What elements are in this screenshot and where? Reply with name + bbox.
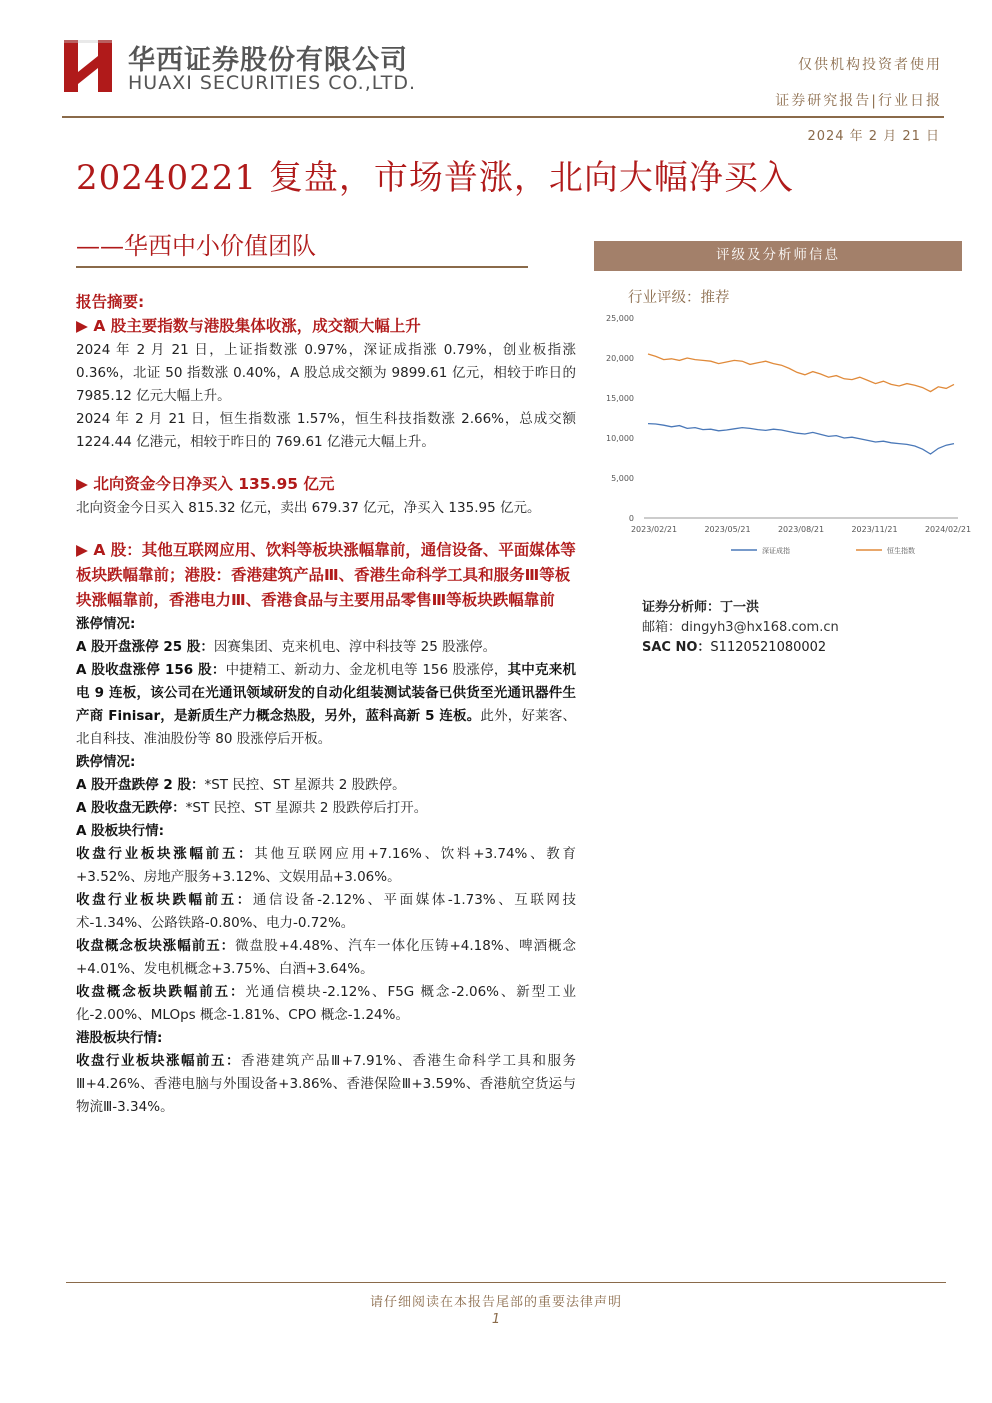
y-tick-label: 10,000	[606, 434, 634, 443]
analyst-name: 丁一洪	[720, 600, 760, 615]
huaxi-logo-icon	[62, 38, 114, 94]
close-limit-up-text-2: 此外，好莱客、北自科技、准油股份等 80 股涨停后开板。	[76, 708, 576, 747]
close-limit-down	[76, 797, 576, 820]
index-line-chart	[596, 306, 976, 566]
y-tick-label: 20,000	[606, 354, 634, 363]
hk-industry-up-label: 收盘行业板块涨幅前五：	[76, 1053, 241, 1069]
report-type	[775, 90, 942, 110]
y-tick-label: 15,000	[606, 394, 634, 403]
section-2-paragraph-1: 北向资金今日买入 815.32 亿元，卖出 679.37 亿元，净买入 135.95 亿元。	[76, 500, 541, 516]
open-limit-down-text: *ST 民控、ST 星源共 2 股跌停。	[204, 777, 406, 793]
report-type-label: 证券研究报告	[775, 93, 872, 109]
series-line-1	[648, 354, 954, 392]
analyst-label: 证券分析师：	[642, 600, 721, 615]
open-limit-up-label: A 股开盘涨停 25 股：	[76, 639, 214, 655]
section-1-paragraph-1: 2024 年 2 月 21 日，上证指数涨 0.97%，深证成指涨 0.79%，创业板指涨 0.36%，北证 50 指数涨 0.40%，A 股总成交额为 9899.61 亿元，相较于昨日的 7985.12 亿元大幅上升。	[76, 342, 576, 404]
title-divider	[76, 266, 528, 268]
open-limit-up-text: 因赛集团、克来机电、淳中科技等 25 股涨停。	[213, 639, 497, 655]
spacer	[76, 520, 576, 538]
a-sector-title: A 股板块行情:	[76, 823, 165, 839]
limit-down-title: 跌停情况:	[76, 754, 136, 770]
close-limit-up-text: 中捷精工、新动力、金龙机电等 156 股涨停，	[225, 662, 508, 678]
sac-label: SAC NO：	[642, 640, 711, 655]
close-limit-up-highlight: 其中克来机电 9 连板，该公司在光通讯领域研发的自动化组装测试装备已供货至光通讯器件生产商 Finisar，是新质生产力概念热股，另外，蓝科高新 5 连板。	[76, 662, 576, 724]
open-limit-up	[76, 636, 576, 659]
a-sector-heading	[76, 820, 576, 843]
x-tick-label: 2023/11/21	[851, 525, 898, 534]
legend-label: 恒生指数	[887, 547, 915, 555]
a-industry-down-text: 通信设备-2.12%、平面媒体-1.73%、互联网技术-1.34%、公路铁路-0.80%、电力-0.72%。	[76, 892, 577, 931]
report-type-separator: |	[871, 93, 878, 109]
email-label: 邮箱：	[642, 620, 682, 635]
x-tick-label: 2024/02/21	[924, 525, 972, 534]
page-number: 1	[491, 1312, 501, 1327]
spacer	[76, 454, 576, 472]
header-divider	[62, 116, 944, 118]
analyst-email[interactable]: dingyh3@hx168.com.cn	[681, 620, 839, 635]
limit-up-heading	[76, 613, 576, 636]
y-tick-label: 5,000	[611, 474, 634, 483]
a-industry-down	[76, 889, 576, 935]
company-name-en: HUAXI SECURITIES CO.,LTD.	[128, 72, 416, 94]
summary-column	[76, 290, 576, 1119]
report-category: 行业日报	[878, 93, 942, 109]
sac-number: S1120521080002	[710, 640, 827, 655]
summary-heading: 报告摘要:	[76, 293, 145, 311]
section-3-title: ▶ A 股：其他互联网应用、饮料等板块涨幅靠前，通信设备、平面媒体等板块跌幅靠前；港股：香港建筑产品Ⅲ、香港生命科学工具和服务Ⅲ等板块涨幅靠前，香港电力Ⅲ、香港食品与主要用品零售Ⅲ等板块跌幅靠前	[76, 541, 576, 609]
company-name-cn: 华西证券股份有限公司	[128, 45, 408, 76]
rating-box-divider	[594, 269, 962, 271]
report-title: 20240221 复盘，市场普涨，北向大幅净买入	[76, 158, 794, 198]
close-limit-up-label: A 股收盘涨停 156 股：	[76, 662, 226, 678]
industry-rating: 行业评级：推荐	[628, 290, 730, 306]
x-tick-label: 2023/08/21	[777, 525, 825, 534]
x-tick-label: 2023/05/21	[704, 525, 751, 534]
footer-divider	[66, 1282, 946, 1283]
open-limit-down	[76, 774, 576, 797]
y-tick-label: 25,000	[606, 314, 634, 323]
a-concept-down-label: 收盘概念板块跌幅前五：	[76, 984, 246, 1000]
a-industry-down-label: 收盘行业板块跌幅前五：	[76, 892, 253, 908]
a-industry-up-text: 其他互联网应用+7.16%、饮料+3.74%、教育+3.52%、房地产服务+3.12%、文娱用品+3.06%。	[76, 846, 576, 885]
sac-row	[642, 638, 839, 658]
close-limit-up	[76, 659, 576, 751]
hk-sector-heading	[76, 1027, 576, 1050]
a-concept-down-text: 光通信模块-2.12%、F5G 概念-2.06%、新型工业化-2.00%、MLOps 概念-1.81%、CPO 概念-1.24%。	[76, 984, 576, 1023]
a-concept-down	[76, 981, 576, 1027]
audience-note: 仅供机构投资者使用	[798, 57, 942, 73]
legend-label: 深证成指	[762, 547, 790, 555]
close-limit-down-text: *ST 民控、ST 星源共 2 股跌停后打开。	[185, 800, 428, 816]
a-concept-up-label: 收盘概念板块涨幅前五：	[76, 938, 236, 954]
team-name: ——华西中小价值团队	[76, 232, 316, 260]
hk-industry-up	[76, 1050, 576, 1119]
series-line-0	[648, 424, 954, 454]
section-2-title: ▶ 北向资金今日净买入 135.95 亿元	[76, 475, 335, 493]
limit-down-heading	[76, 751, 576, 774]
email-row	[642, 618, 839, 638]
rating-box-title: 评级及分析师信息	[594, 241, 962, 269]
section-1-paragraph-2: 2024 年 2 月 21 日，恒生指数涨 1.57%，恒生科技指数涨 2.66%，总成交额 1224.44 亿港元，相较于昨日的 769.61 亿港元大幅上升。	[76, 411, 576, 450]
analyst-row	[642, 598, 839, 618]
legal-disclaimer: 请仔细阅读在本报告尾部的重要法律声明	[369, 1295, 622, 1310]
a-concept-up	[76, 935, 576, 981]
section-1-title: ▶ A 股主要指数与港股集体收涨，成交额大幅上升	[76, 317, 421, 335]
x-tick-label: 2023/02/21	[630, 525, 678, 534]
close-limit-down-label: A 股收盘无跌停：	[76, 800, 186, 816]
limit-up-title: 涨停情况:	[76, 616, 136, 632]
a-industry-up-label: 收盘行业板块涨幅前五：	[76, 846, 255, 862]
a-concept-up-text: 微盘股+4.48%、汽车一体化压铸+4.18%、啤酒概念+4.01%、发电机概念+3.75%、白酒+3.64%。	[76, 938, 577, 977]
report-date: 2024 年 2 月 21 日	[807, 129, 940, 144]
open-limit-down-label: A 股开盘跌停 2 股：	[76, 777, 205, 793]
y-tick-label: 0	[628, 514, 634, 523]
analyst-info	[642, 598, 839, 658]
hk-sector-title: 港股板块行情:	[76, 1030, 163, 1046]
hk-industry-up-text: 香港建筑产品Ⅲ+7.91%、香港生命科学工具和服务Ⅲ+4.26%、香港电脑与外围设备+3.86%、香港保险Ⅲ+3.59%、香港航空货运与物流Ⅲ-3.34%。	[76, 1053, 576, 1115]
a-industry-up	[76, 843, 576, 889]
